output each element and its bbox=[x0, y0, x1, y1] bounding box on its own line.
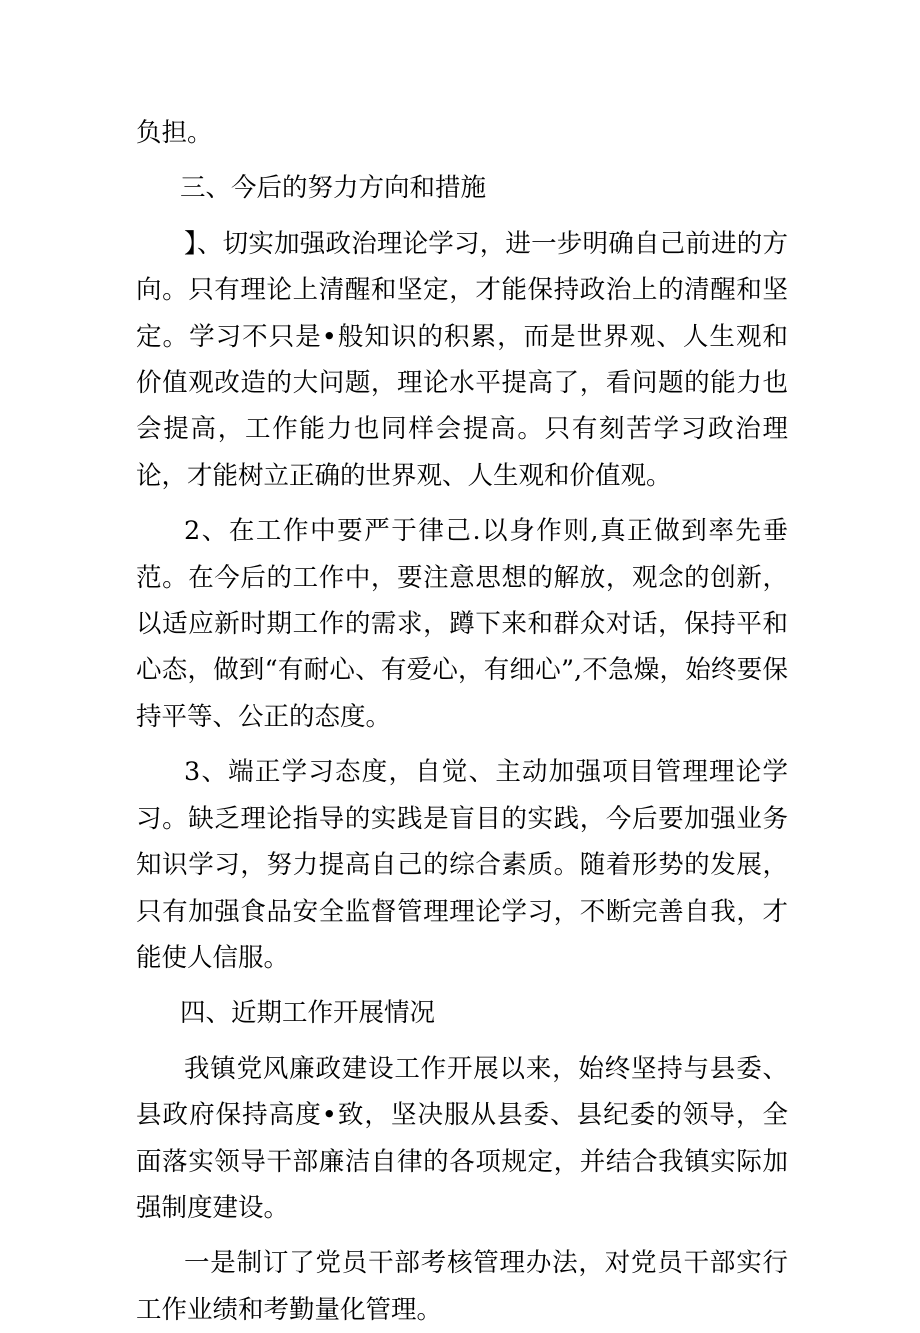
section-heading-3: 三、今后的努力方向和措施 bbox=[180, 173, 487, 204]
paragraph-body: 我镇党风廉政建设工作开展以来，始终坚持与县委、县政府保持高度•致，坚决服从县委、县纪委的领导，全面落实领导干部廉洁自律的各项规定，并结合我镇实际加强制度建设。 bbox=[136, 1053, 788, 1223]
paragraph-item-1: 】、切实加强政治理论学习，进一步明确自己前进的方向。只有理论上清醒和坚定，才能保持政治上的清醒和坚定。学习不只是•般知识的积累，而是世界观、人生观和价值观改造的大问题，理论水平提高了，看问题的能力也会提高，工作能力也同样会提高。只有刻苦学习政治理论，才能树立正确的世界观、人生观和价值观。 bbox=[136, 228, 788, 491]
paragraph-continuation: 负担。 bbox=[136, 118, 213, 148]
paragraph-item-2: 2、在工作中要严于律己.以身作则,真正做到率先垂范。在今后的工作中，要注意思想的解放，观念的创新，以适应新时期工作的需求，蹲下来和群众对话，保持平和心态，做到“有耐心、有爱心，有细心”,不急燥，始终要保持平等、公正的态度。 bbox=[136, 516, 788, 732]
paragraph-point-1: 一是制订了党员干部考核管理办法，对党员干部实行工作业绩和考勤量化管理。 bbox=[136, 1248, 788, 1325]
paragraph-item-3: 3、端正学习态度，自觉、主动加强项目管理理论学习。缺乏理论指导的实践是盲目的实践，今后要加强业务知识学习，努力提高自己的综合素质。随着形势的发展，只有加强食品安全监督管理理论学习，不断完善自我，才能使人信服。 bbox=[136, 757, 788, 973]
section-heading-4: 四、近期工作开展情况 bbox=[180, 998, 436, 1029]
